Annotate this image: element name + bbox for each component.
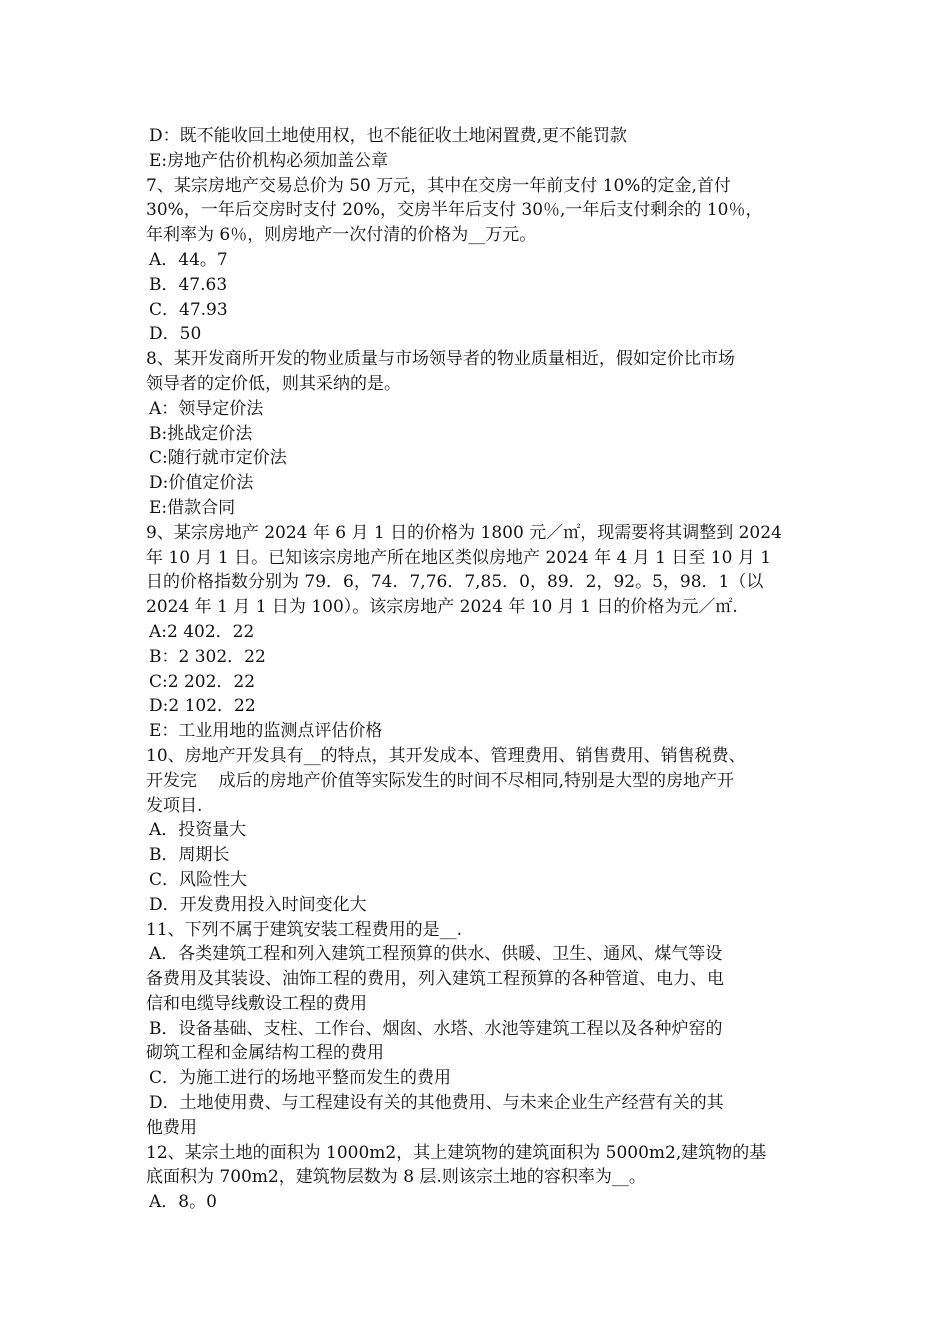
question-text-line: 8、某开发商所开发的物业质量与市场领导者的物业质量相近，假如定价比市场 xyxy=(146,349,735,370)
answer-option-line: E:房地产估价机构必须加盖公章 xyxy=(149,150,389,171)
answer-option-line: B．设备基础、支柱、工作台、烟囱、水塔、水池等建筑工程以及各种炉窑的 xyxy=(149,1018,723,1039)
answer-option-line: B:挑战定价法 xyxy=(149,423,253,444)
answer-option-line: A:2 402．22 xyxy=(149,621,255,642)
question-text-line: 发项目. xyxy=(146,795,203,816)
question-text-line: 信和电缆导线敷设工程的费用 xyxy=(146,993,367,1014)
answer-option-line: C．风险性大 xyxy=(149,869,248,890)
question-text-line: 他费用 xyxy=(146,1117,197,1138)
answer-option-line: B．周期长 xyxy=(149,845,230,866)
question-text-line: 11、下列不属于建筑安装工程费用的是__. xyxy=(146,919,463,940)
answer-option-line: A．8。0 xyxy=(149,1192,217,1213)
answer-option-line: C:2 202．22 xyxy=(149,671,256,692)
answer-option-line: D:2 102．22 xyxy=(149,696,256,717)
question-text-line: 9、某宗房地产 2024 年 6 月 1 日的价格为 1800 元／㎡，现需要将其调整到 2024 xyxy=(146,522,782,543)
question-text-line: 领导者的定价低，则其采纳的是。 xyxy=(146,373,401,394)
answer-option-line: A．投资量大 xyxy=(149,820,247,841)
question-text-line: 开发完 成后的房地产价值等实际发生的时间不尽相同,特别是大型的房地产开 xyxy=(146,770,735,791)
answer-option-line: D：既不能收回土地使用权，也不能征收土地闲置费,更不能罚款 xyxy=(149,126,628,146)
question-text-line: 砌筑工程和金属结构工程的费用 xyxy=(146,1043,384,1064)
question-text-line: 10、房地产开发具有__的特点，其开发成本、管理费用、销售费用、销售税费、 xyxy=(146,745,746,766)
answer-option-line: E：工业用地的监测点评估价格 xyxy=(149,721,383,742)
answer-option-line: A．44。7 xyxy=(149,249,228,270)
question-text-line: 日的价格指数分别为 79．6，74．7,76．7,85．0，89．2，92。5，98．1（以 xyxy=(146,572,764,593)
question-text-line: 年 10 月 1 日。已知该宗房地产所在地区类似房地产 2024 年 4 月 1 日至 10 月 1 xyxy=(146,547,772,568)
answer-option-line: D:价值定价法 xyxy=(149,473,254,494)
question-text-line: 2024 年 1 月 1 日为 100）。该宗房地产 2024 年 10 月 1 日的价格为元／㎡. xyxy=(146,597,738,618)
question-text-line: 底面积为 700m2，建筑物层数为 8 层.则该宗土地的容积率为__。 xyxy=(146,1167,646,1188)
question-text-line: 年利率为 6％，则房地产一次付清的价格为__万元。 xyxy=(146,225,537,246)
document-body xyxy=(146,124,810,1215)
question-text-line: 30%，一年后交房时支付 20%，交房半年后支付 30％,一年后支付剩余的 10％， xyxy=(146,200,763,221)
answer-option-line: A：领导定价法 xyxy=(149,398,264,419)
answer-option-line: D．开发费用投入时间变化大 xyxy=(149,894,367,915)
answer-option-line: D．50 xyxy=(149,324,202,345)
answer-option-line: C．为施工进行的场地平整而发生的费用 xyxy=(149,1068,452,1089)
answer-option-line: B：2 302．22 xyxy=(149,646,266,667)
answer-option-line: E:借款合同 xyxy=(149,497,236,518)
question-text-line: 7、某宗房地产交易总价为 50 万元，其中在交房一年前支付 10%的定金,首付 xyxy=(146,175,731,196)
answer-option-line: C:随行就市定价法 xyxy=(149,448,287,469)
answer-option-line: D．土地使用费、与工程建设有关的其他费用、与未来企业生产经营有关的其 xyxy=(149,1093,724,1114)
question-text-line: 12、某宗土地的面积为 1000m2，其上建筑物的建筑面积为 5000m2,建筑物的基 xyxy=(146,1142,767,1163)
question-text-line: 备费用及其装设、油饰工程的费用，列入建筑工程预算的各种管道、电力、电 xyxy=(146,969,724,990)
answer-option-line: B．47.63 xyxy=(149,274,228,295)
answer-option-line: A．各类建筑工程和列入建筑工程预算的供水、供暖、卫生、通风、煤气等设 xyxy=(149,944,723,965)
answer-option-line: C．47.93 xyxy=(149,299,228,320)
